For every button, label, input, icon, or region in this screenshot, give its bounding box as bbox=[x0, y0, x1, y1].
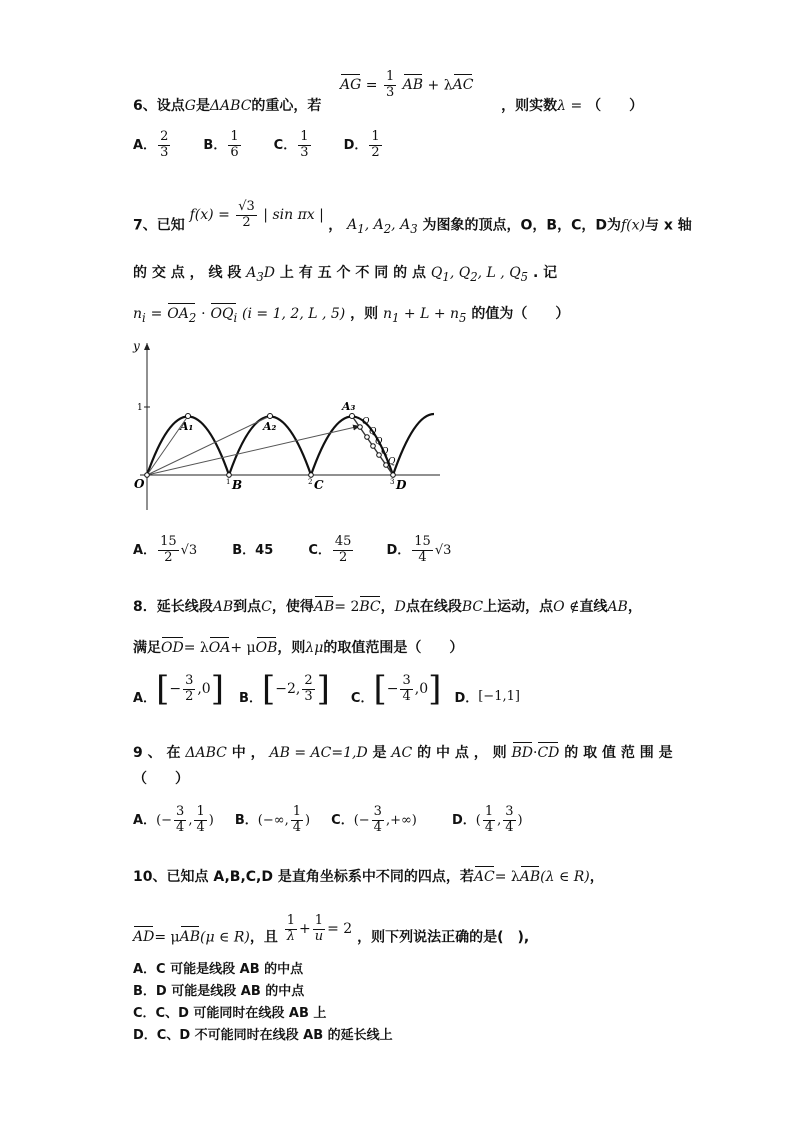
q10-option-d[interactable]: D．C、D 不可能同时在线段 AB 的延长线上 bbox=[133, 1028, 393, 1043]
label-Q5: Q bbox=[388, 457, 396, 467]
q7-options bbox=[133, 535, 451, 566]
q7-option-a[interactable]: A． $\frac{15}{2}$ √3 bbox=[133, 534, 198, 565]
q7-graph bbox=[130, 338, 445, 513]
q8-option-a[interactable]: A． [ − $\frac{3}{2}$ ,0 ] bbox=[133, 669, 224, 709]
q6-options bbox=[133, 130, 384, 161]
label-O: O bbox=[134, 477, 145, 491]
y-axis-label: y bbox=[133, 339, 140, 353]
x-tick-3: 3 bbox=[390, 478, 395, 486]
q9-option-d[interactable]: D．( $\frac{1}{4}$ , $\frac{3}{4}$ ) bbox=[451, 804, 523, 835]
vec-AC: AC bbox=[452, 77, 474, 94]
q9-option-a[interactable]: A．(− $\frac{3}{4}$ , $\frac{1}{4}$ ) bbox=[133, 804, 214, 835]
q10-option-c[interactable]: C．C、D 可能同时在线段 AB 上 bbox=[133, 1006, 327, 1021]
vertex-A2 bbox=[268, 414, 273, 419]
q8-stem-line1: 8．延长线段AB到点C，使得AB= 2BC，D点在线段BC上运动，点O ∉直线AB， bbox=[133, 599, 642, 615]
y-tick-1: 1 bbox=[137, 403, 143, 413]
q9-paren: （ ） bbox=[133, 771, 189, 787]
q9-option-b[interactable]: B．(−∞, $\frac{1}{4}$ ) bbox=[234, 804, 311, 835]
label-Q4: Q bbox=[381, 447, 389, 457]
q6-option-c[interactable]: C． $\frac{1}{3}$ bbox=[273, 129, 309, 160]
label-D: D bbox=[396, 478, 407, 492]
label-Q1: Q bbox=[362, 417, 370, 427]
q10-option-b[interactable]: B．D 可能是线段 AB 的中点 bbox=[133, 984, 305, 999]
vec-AB: AB bbox=[402, 77, 424, 94]
vertex-A3 bbox=[350, 414, 355, 419]
q9-options bbox=[133, 805, 523, 836]
q8-option-b[interactable]: B． [ −2, $\frac{2}{3}$ ] bbox=[239, 669, 330, 709]
q8-option-c[interactable]: C． [ − $\frac{3}{4}$ ,0 ] bbox=[350, 669, 442, 709]
label-B: B bbox=[232, 478, 243, 492]
q8-stem-line2: 满足OD= λOA+ μOB，则λμ的取值范围是（ ） bbox=[133, 640, 464, 656]
q6-option-a[interactable]: A． $\frac{2}{3}$ bbox=[133, 129, 169, 160]
x-tick-1: 1 bbox=[226, 478, 231, 486]
q8-options bbox=[133, 669, 520, 709]
q9-stem: 9 、 在 ΔABC 中 ， AB = AC=1,D 是 AC 的 中 点 ， 则 BD·CD 的 取 值 范 围 是 bbox=[133, 745, 673, 761]
q7-stem-line2: 的 交 点 ， 线 段 $A_3D$ 上 有 五 个 不 同 的 点 $Q_1$, $Q_2$, L , $Q_5$ . 记 bbox=[133, 265, 558, 284]
label-C: C bbox=[314, 478, 324, 492]
label-A3: A₃ bbox=[342, 400, 356, 413]
label-Q2: Q bbox=[369, 427, 377, 437]
q10-stem-line1: 10、已知点 A,B,C,D 是直角坐标系中不同的四点，若AC= λAB(λ ∈ R)， bbox=[133, 869, 604, 885]
label-A2: A₂ bbox=[263, 420, 277, 433]
segment-OA2 bbox=[147, 416, 270, 475]
q7-stem-line3: $n_i = OA_2 \cdot OQ_i$ (i = 1, 2, L , 5) ，则 $n_1 + L + n_5$ 的值为（ ） bbox=[133, 306, 570, 325]
q10-stem-line2: AD= μAB(μ ∈ R)，且 $\frac{1}{\lambda}$ + $\frac{1}{u}$ = 2 ，则下列说法正确的是( ), bbox=[133, 913, 530, 946]
q6-option-b[interactable]: B． $\frac{1}{6}$ bbox=[203, 129, 239, 160]
q7-stem-line1: 7、已知 f(x) = $\frac{√3}{2}$ | sin πx | ， $A_1$, $A_2$, $A_3$ 为图象的顶点，O，B，C，D为f(x)与 x 轴 bbox=[133, 199, 692, 237]
q9-option-c[interactable]: C．(− $\frac{3}{4}$ ,+∞) bbox=[331, 804, 417, 835]
document-page: AG = $\frac{1}{3}$ AB + λAC 6、设点G是ΔABC的重心，若 ，则实数λ = （ ） A． $\frac{2}{3}$ B． $\frac{1}{6}$ C． $\frac{1}{3}$ D． $\frac{1}{2}$ 7、已知 f(x) = $\frac{√3}{2}$ | sin πx | ， $A_1$, $A_2$, $A_3$ 为图象的顶点，O，B，C，D为f(x)与 x 轴 的 交 点 ， 线 段 $A_3D$ 上 有 五 个 不 同 的 点 $Q_1$, $Q_2$, L , $Q_5$ . 记 $n_i = OA_2 \cdot OQ_i$ (i = 1, 2, L , 5) ，则 $n_1 + L + n_5$ 的值为（ ） y 1 A₁ A₂ A₃ Q Q Q Q Q O B C D 1 2 3 A． $\frac{15}{2}$ √3 B．45 C． $\frac{45}{2}$ D． $\frac{15}{4}$ √3 8．延长线段AB到点C，使得AB= 2BC，D点在线段BC上运动，点O ∉直线AB， 满足OD= λOA+ μOB，则λμ的取值范围是（ ） A． [ − $\frac{3}{2}$ ,0 ] B． [ −2, $\frac{2}{3}$ ] C． [ − $\frac{3}{4}$ ,0 ] D． [−1,1] 9 、 在 ΔABC 中 ， AB = AC=1,D 是 AC 的 中 点 ， 则 BD·CD 的 取 值 范 围 是 （ ） A．(− $\frac{3}{4}$ , $\frac{1}{4}$ ) B．(−∞, $\frac{1}{4}$ ) C．(− $\frac{3}{4}$ ,+∞) D．( $\frac{1}{4}$ , $\frac{3}{4}$ ) 10、已知点 A,B,C,D 是直角坐标系中不同的四点，若AC= λAB(λ ∈ R)， AD= μAB(μ ∈ R)，且 $\frac{1}{\lambda}$ + $\frac{1}{u}$ = 2 ，则下列说法正确的是( ), A．C 可能是线段 AB 的中点 B．D 可能是线段 AB 的中点 C．C、D 可能同时在线段 AB 上 D．C、D 不可能同时在线段 AB 的延长线上 bbox=[0, 0, 794, 1122]
q7-option-c[interactable]: C． $\frac{45}{2}$ bbox=[308, 534, 352, 565]
label-A1: A₁ bbox=[180, 420, 194, 433]
segment-OQ bbox=[147, 426, 360, 475]
q7-option-b[interactable]: B．45 bbox=[232, 542, 274, 558]
q6-option-d[interactable]: D． $\frac{1}{2}$ bbox=[343, 129, 380, 160]
q10-option-a[interactable]: A．C 可能是线段 AB 的中点 bbox=[133, 962, 304, 977]
q6-stem: 6、设点G是ΔABC的重心，若 ，则实数λ = （ ） bbox=[133, 98, 644, 114]
x-tick-2: 2 bbox=[308, 478, 313, 486]
vec-AG: AG bbox=[340, 77, 362, 94]
label-Q3: Q bbox=[375, 437, 383, 447]
vertex-A1 bbox=[186, 414, 191, 419]
q8-option-d[interactable]: D． [−1,1] bbox=[454, 689, 520, 706]
q7-option-d[interactable]: D． $\frac{15}{4}$ √3 bbox=[386, 534, 452, 565]
